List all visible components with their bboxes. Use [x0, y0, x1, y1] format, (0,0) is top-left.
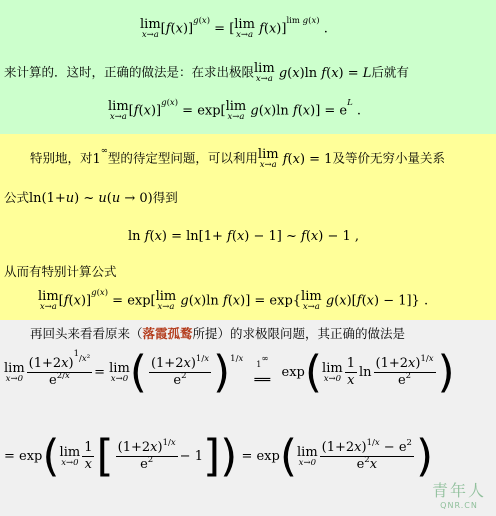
- paragraph-1-text: 来计算的．这时，正确的做法是：在求出极限: [4, 64, 255, 80]
- formula-5: lim x→0 $\frac{(1+2x)^{^1/x^2}}{e^{2/x}}$ = lim x→0 ( $\frac{(1+2x)^{1/x}}{e^2}$ )$^{1/x}$ 1∞ ══ exp( lim x→0 $\frac{1}{x}$ ln $\frac{(1+2x)^{1/x}}{e^2}$ ): [4, 346, 455, 398]
- site-logo: [432, 478, 486, 510]
- paragraph-1: 来计算的．这时，正确的做法是：在求出极限 lim x→a g(x)ln f(x) = L后就有: [4, 61, 409, 84]
- paragraph-2-text: 特别地，对: [30, 150, 93, 166]
- paragraph-1-after: 后就有: [371, 64, 409, 80]
- paragraph-3-after: 得到: [152, 190, 178, 205]
- formula-2: lim x→a $[f(x)]^{g(x)} = \exp$[ lim x→a g(x)ln $f(x)] = e^L$ .: [108, 98, 362, 122]
- paragraph-4: 从而有特别计算公式: [4, 264, 117, 279]
- formula-4: lim x→a $[f(x)]^{g(x)} = \exp$[ lim x→a g(x)ln f(x)] = exp{ lim x→a g(x)[f(x) − 1]} .: [38, 288, 429, 312]
- paragraph-3: 公式ln(1+u) ~ u(u → 0)得到: [4, 190, 178, 206]
- paragraph-3-text: 公式: [4, 190, 30, 205]
- paragraph-2-mid: 型的待定型问题，可以利用: [107, 150, 258, 166]
- logo-url: QNR.CN: [440, 501, 478, 510]
- logo-chars: 青年人: [431, 481, 486, 500]
- paragraph-2-after: 及等价无穷小量关系: [332, 150, 445, 166]
- formula-6: = exp( lim x→0 $\frac{1}{x}$ [ $\frac{(1+2x)^{1/x}}{e^2}$ − 1]) = exp( lim x→0 $\frac{(1+2x)^{1/x} - e^2}{e^2x}$ ): [4, 430, 434, 482]
- formula-3: ln f(x) = ln[1+ f(x) − 1] ~ f(x) − 1 ,: [128, 229, 360, 244]
- paragraph-2: 特别地，对1∞型的待定型问题，可以利用 lim x→a f(x) = 1及等价无穷小量关系: [30, 146, 445, 170]
- author-name: 落霞孤鹜: [142, 326, 193, 341]
- formula-1: lim x→a $[f(x)]^{g(x)}$ = [ lim x→a f(x)]$^{lim g(x)}$ .: [140, 16, 328, 40]
- paragraph-5-before: 再回头来看看原来（: [30, 326, 143, 341]
- paragraph-5: [30, 326, 405, 343]
- paragraph-5-after: 所提）的求极限问题，其正确的做法是: [192, 326, 406, 341]
